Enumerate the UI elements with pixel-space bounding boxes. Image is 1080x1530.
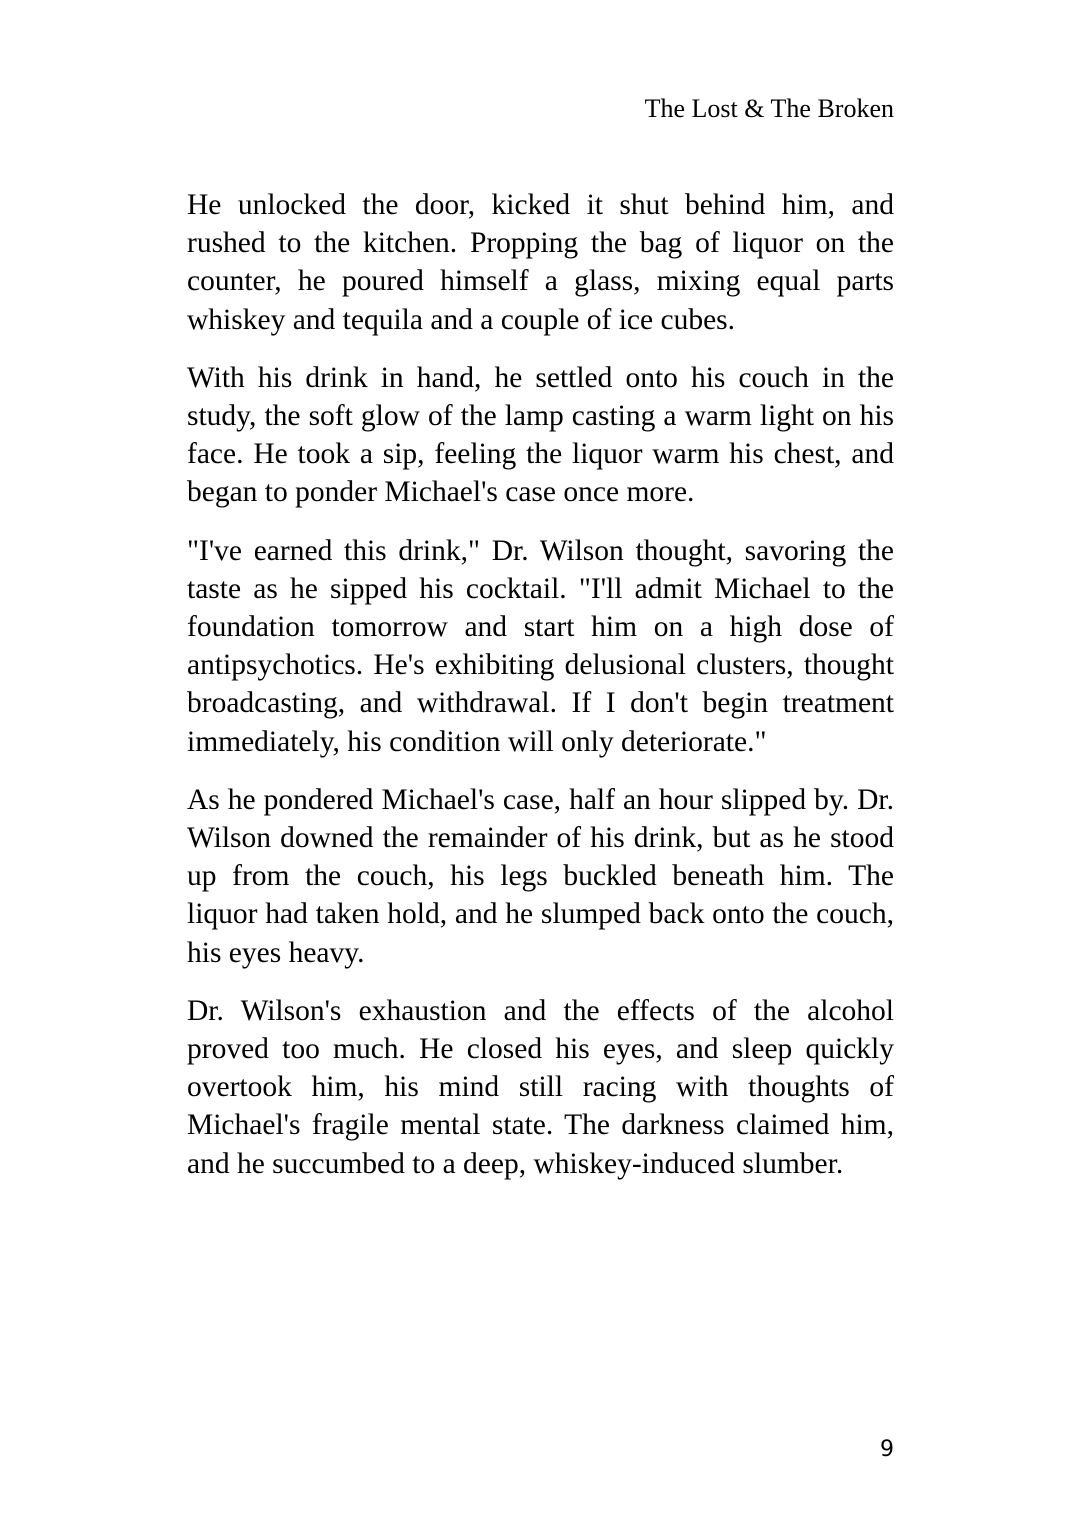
running-header-title: The Lost & The Broken	[644, 94, 894, 123]
page-body	[187, 186, 894, 1203]
paragraph-1: He unlocked the door, kicked it shut behind him, and rushed to the kitchen. Propping the bag of liquor on the counter, he poured himself a glass, mixing equal parts whiskey and tequila and a couple of ice cubes.	[187, 189, 894, 336]
page-number: 9	[880, 1437, 894, 1462]
paragraph-2: With his drink in hand, he settled onto his couch in the study, the soft glow of the lamp casting a warm light on his face. He took a sip, feeling the liquor warm his chest, and began to ponder Michael's case once more.	[187, 361, 894, 509]
paragraph-3: "I've earned this drink," Dr. Wilson thought, savoring the taste as he sipped his cocktail. "I'll admit Michael to the foundation tomorrow and start him on a high dose of antipsychotics. He's exhibiting delusional clusters, thought broadcasting, and withdrawal. If I don't begin treatment immediately, his condition will only deteriorate."	[187, 534, 894, 758]
paragraph-4: As he pondered Michael's case, half an hour slipped by. Dr. Wilson downed the remainder of his drink, but as he stood up from the couch, his legs buckled beneath him. The liquor had taken hold, and he slumped back onto the couch, his eyes heavy.	[187, 783, 894, 969]
paragraph-5: Dr. Wilson's exhaustion and the effects of the alcohol proved too much. He closed his eyes, and sleep quickly overtook him, his mind still racing with thoughts of Michael's fragile mental state. The darkness claimed him, and he succumbed to a deep, whiskey-induced slumber.	[187, 994, 894, 1180]
